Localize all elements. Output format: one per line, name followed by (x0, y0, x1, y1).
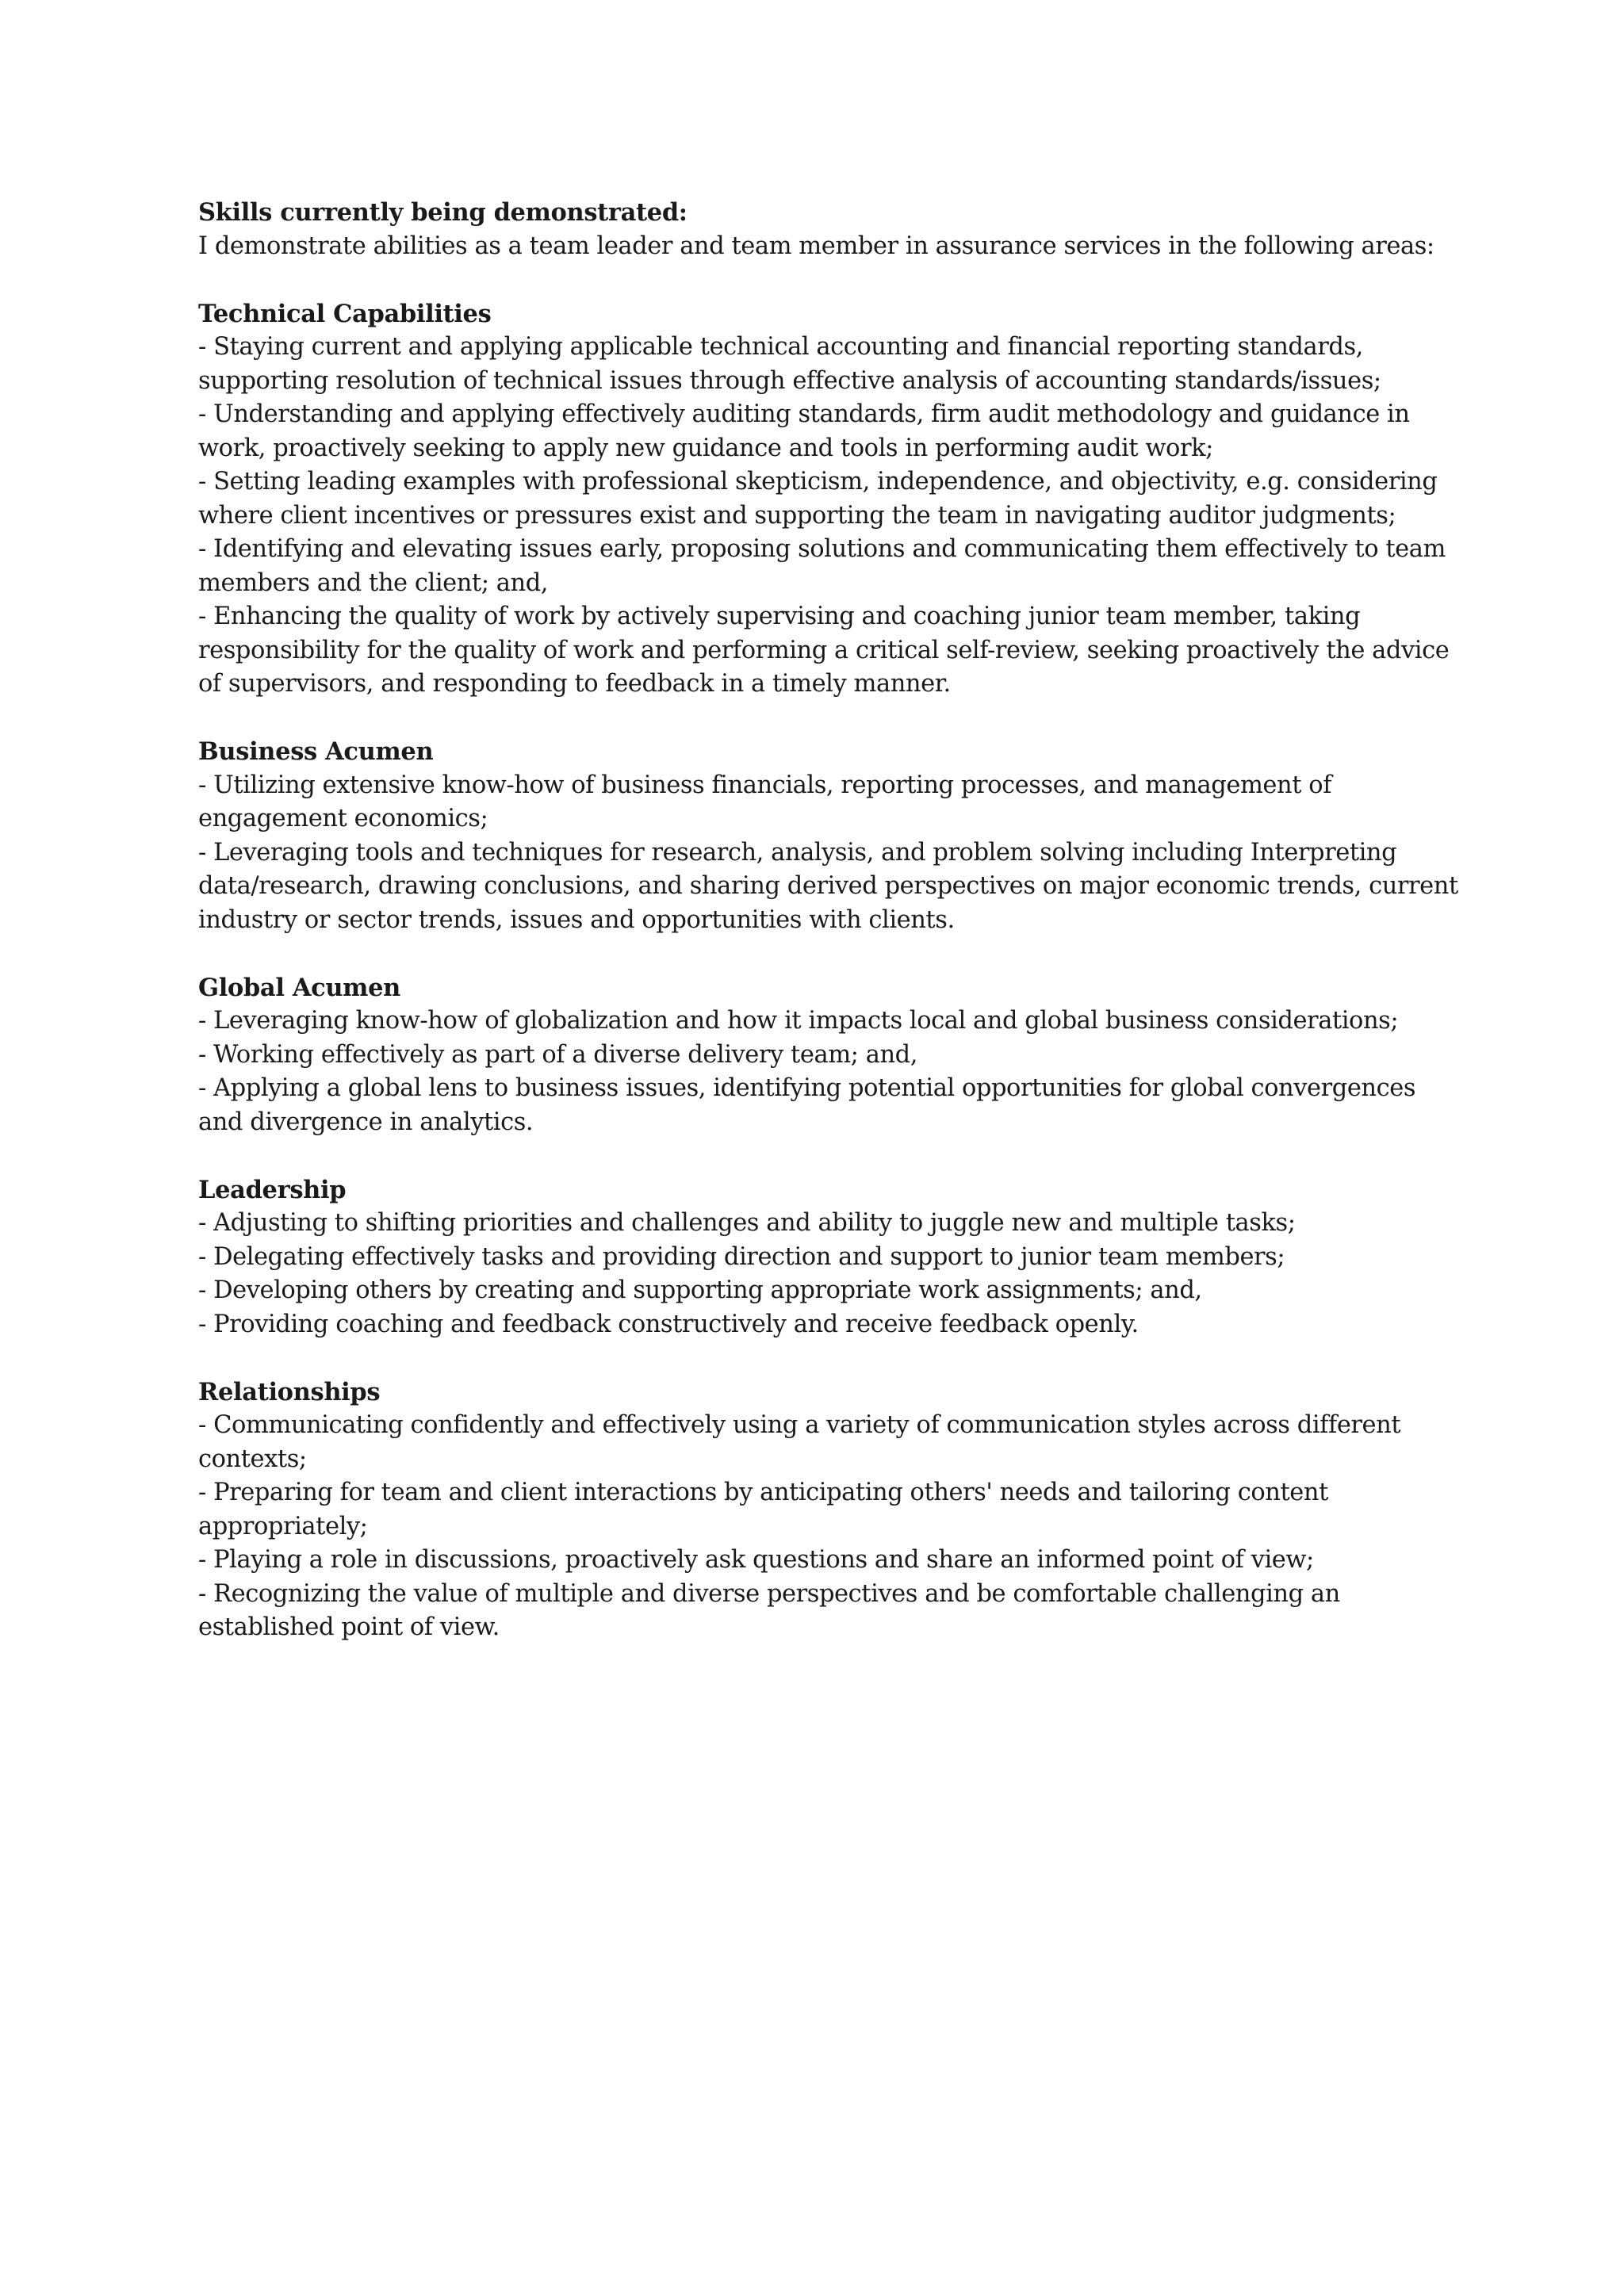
skill-item: - Playing a role in discussions, proactively ask questions and share an informed point of view; (198, 1546, 1314, 1574)
skill-item: - Developing others by creating and supporting appropriate work assignments; and, (198, 1276, 1202, 1304)
section-heading: Business Acumen (198, 737, 434, 766)
section-business-acumen (198, 735, 1467, 937)
skill-list (198, 1207, 1467, 1341)
skill-list (198, 331, 1467, 702)
document-body (198, 196, 1467, 1645)
intro-section (198, 196, 1467, 263)
skill-item: - Preparing for team and client interactions by anticipating others' needs and tailoring content appropriately; (198, 1479, 1328, 1540)
skill-item: - Delegating effectively tasks and providing direction and support to junior team members; (198, 1242, 1285, 1271)
skill-item: - Utilizing extensive know-how of business financials, reporting processes, and management of engagement economics; (198, 771, 1332, 832)
skill-item: - Identifying and elevating issues early, proposing solutions and communicating them effectively to team members and the client; and, (198, 535, 1446, 597)
section-heading: Global Acumen (198, 973, 400, 1002)
skill-list (198, 1409, 1467, 1645)
intro-text: I demonstrate abilities as a team leader and team member in assurance services in the following areas: (198, 232, 1434, 260)
skill-item: - Enhancing the quality of work by actively supervising and coaching junior team member, taking responsibility for the quality of work and performing a critical self-review, seeking proactively the advice of supervisors, and responding to feedback in a timely manner. (198, 603, 1450, 698)
section-heading: Leadership (198, 1175, 347, 1204)
section-heading: Relationships (198, 1377, 381, 1406)
skill-item: - Working effectively as part of a diverse delivery team; and, (198, 1040, 917, 1069)
skill-item: - Leveraging know-how of globalization and how it impacts local and global business considerations; (198, 1007, 1399, 1035)
section-leadership (198, 1173, 1467, 1342)
section-relationships (198, 1376, 1467, 1645)
section-heading: Technical Capabilities (198, 299, 492, 328)
skill-item: - Providing coaching and feedback constructively and receive feedback openly. (198, 1310, 1139, 1338)
skill-item: - Understanding and applying effectively auditing standards, firm audit methodology and guidance in work, proactively seeking to apply new guidance and tools in performing audit work; (198, 400, 1410, 462)
section-global-acumen (198, 971, 1467, 1140)
skill-item: - Recognizing the value of multiple and diverse perspectives and be comfortable challenging an established point of view. (198, 1579, 1340, 1641)
section-technical-capabilities (198, 297, 1467, 702)
skill-item: - Staying current and applying applicable technical accounting and financial reporting standards, supporting resolution of technical issues through effective analysis of accounting standards/issues; (198, 333, 1381, 395)
skill-list (198, 1004, 1467, 1139)
skill-list (198, 769, 1467, 938)
skill-item: - Adjusting to shifting priorities and challenges and ability to juggle new and multiple tasks; (198, 1209, 1296, 1237)
skill-item: - Communicating confidently and effectively using a variety of communication styles across different contexts; (198, 1411, 1401, 1473)
skill-item: - Leveraging tools and techniques for research, analysis, and problem solving including Interpreting data/research, drawing conclusions, and sharing derived perspectives on major economic trends, current industry or sector trends, issues and opportunities with clients. (198, 838, 1458, 934)
intro-heading: Skills currently being demonstrated: (198, 198, 688, 227)
skill-item: - Applying a global lens to business issues, identifying potential opportunities for global convergences and divergence in analytics. (198, 1074, 1416, 1136)
skill-item: - Setting leading examples with professional skepticism, independence, and objectivity, e.g. considering where client incentives or pressures exist and supporting the team in navigating auditor judgments; (198, 468, 1438, 530)
